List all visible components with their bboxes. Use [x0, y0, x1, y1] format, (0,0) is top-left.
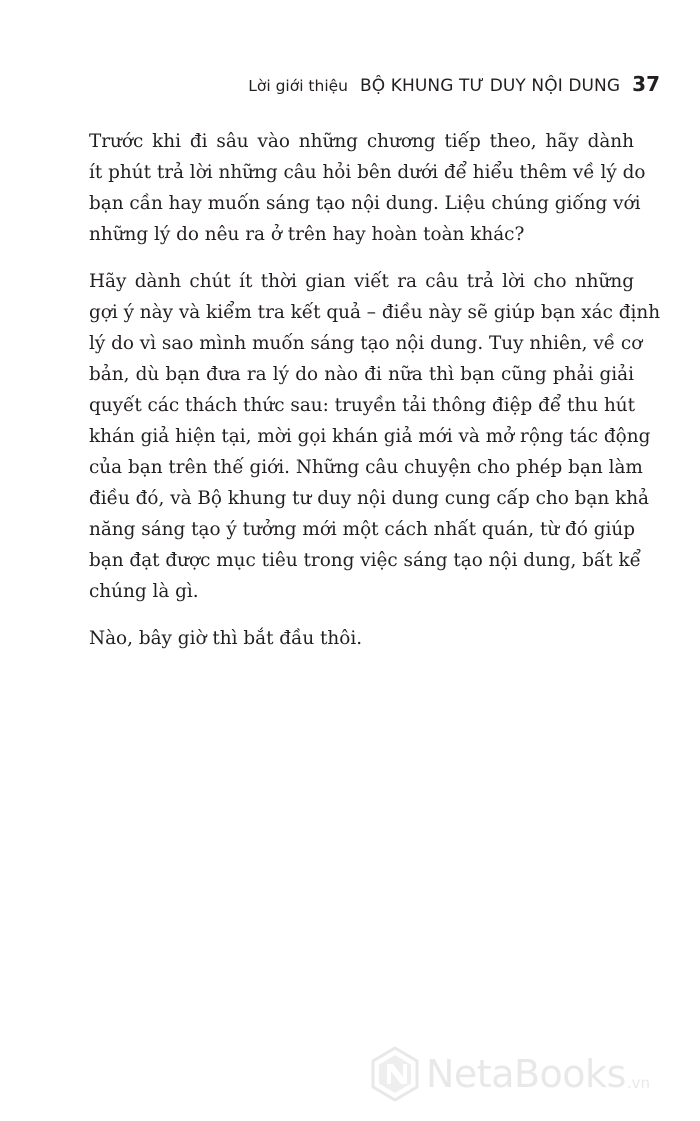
text-line: Nào, bây giờ thì bắt đầu thôi.	[89, 628, 363, 649]
watermark-domain: .vn	[626, 1074, 651, 1092]
text-line: quyết các thách thức sau: truyền tải thông điệp để thu hút	[89, 395, 636, 416]
text-line: ít phút trả lời những câu hỏi bên dưới để hiểu thêm về lý do	[89, 162, 646, 183]
paragraph-1	[89, 126, 646, 250]
text-line: bản, dù bạn đưa ra lý do nào đi nữa thì bạn cũng phải giải	[89, 364, 634, 385]
text-line: bạn đạt được mục tiêu trong việc sáng tạo nội dung, bất kể	[89, 550, 641, 571]
text-line: những lý do nêu ra ở trên hay hoàn toàn khác?	[89, 224, 525, 245]
paragraph-3	[89, 623, 634, 654]
text-line: khán giả hiện tại, mời gọi khán giả mới và mở rộng tác động	[89, 426, 651, 447]
text-line: Hãy dành chút ít thời gian viết ra câu trả lời cho những	[89, 271, 634, 292]
text-line: bạn cần hay muốn sáng tạo nội dung. Liệu chúng giống với	[89, 193, 641, 214]
watermark	[370, 1042, 650, 1106]
text-line: gợi ý này và kiểm tra kết quả – điều này sẽ giúp bạn xác định	[89, 302, 661, 323]
text-line: Trước khi đi sâu vào những chương tiếp theo, hãy dành	[89, 131, 634, 152]
running-header	[248, 72, 660, 96]
paragraph-2	[89, 266, 661, 607]
header-book-title: BỘ KHUNG TƯ DUY NỘI DUNG	[360, 76, 621, 96]
text-line: điều đó, và Bộ khung tư duy nội dung cung cấp cho bạn khả	[89, 488, 650, 509]
text-line: năng sáng tạo ý tưởng mới một cách nhất quán, từ đó giúp	[89, 519, 636, 540]
body-text	[89, 126, 661, 670]
page-number: 37	[632, 72, 660, 96]
netabooks-logo-icon	[370, 1046, 420, 1102]
watermark-brand: NetaBooks	[426, 1052, 626, 1096]
header-section-title: Lời giới thiệu	[248, 77, 348, 95]
text-line: của bạn trên thế giới. Những câu chuyện cho phép bạn làm	[89, 457, 643, 478]
text-line: lý do vì sao mình muốn sáng tạo nội dung. Tuy nhiên, về cơ	[89, 333, 643, 354]
text-line: chúng là gì.	[89, 581, 199, 602]
